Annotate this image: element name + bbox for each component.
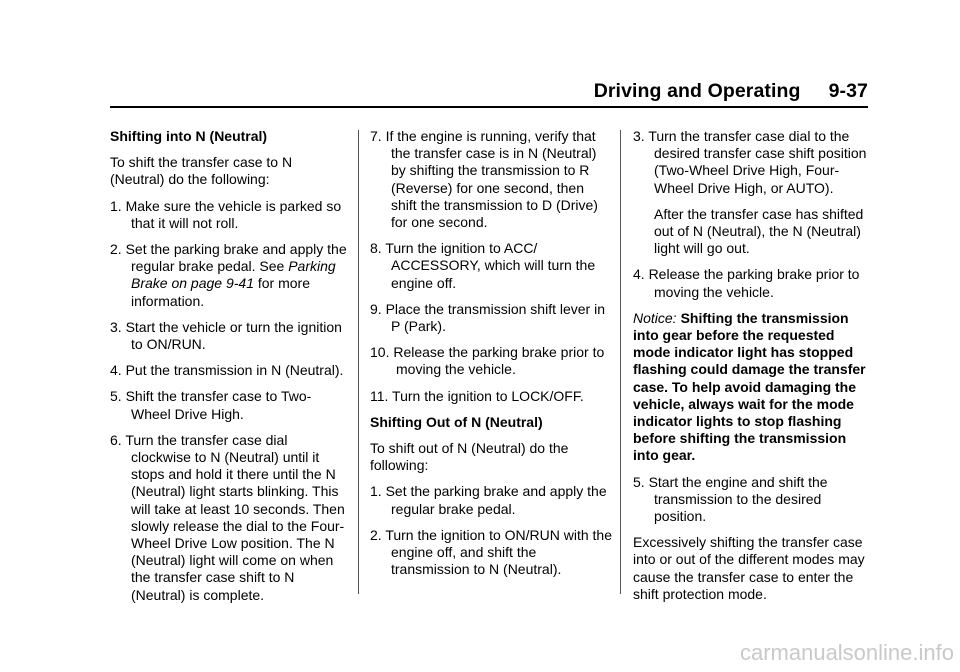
step-3: 3. Start the vehicle or turn the ignition to ON/RUN. — [110, 318, 342, 353]
column-1 — [110, 128, 348, 613]
column-3 — [633, 128, 873, 612]
watermark: carmanualsonline.info — [739, 640, 954, 665]
out-step-3-note: After the transfer case has shifted out of N (Neutral), the N (Neutral) light will go out. — [654, 205, 864, 257]
out-step-3: 3. Turn the transfer case dial to the desired transfer case shift position (Two-Wheel Drive High, Four-Wheel Drive High, or AUTO). — [633, 128, 867, 196]
intro-text: To shift out of N (Neutral) do the following: — [370, 440, 569, 474]
step-9: 9. Place the transmission shift lever in P (Park). — [370, 300, 605, 335]
step-2 — [110, 241, 348, 310]
section-heading: Shifting into N (Neutral) — [110, 128, 268, 144]
step-10: 10. Release the parking brake prior to moving the vehicle. — [370, 344, 605, 378]
notice-block — [633, 310, 873, 465]
step-7: 7. If the engine is running, verify that the transfer case is in N (Neutral) by shifting the transmission to R (Reverse) for one second, then shift the transmission to D (Drive) for one second. — [370, 128, 598, 231]
column-divider — [358, 130, 359, 594]
out-step-5: 5. Start the engine and shift the transmission to the desired position. — [633, 473, 828, 525]
page-number: 9-37 — [828, 80, 868, 102]
out-step-2: 2. Turn the ignition to ON/RUN with the engine off, and shift the transmission to N (Neutral). — [370, 526, 612, 578]
closing-text: Excessively shifting the transfer case into or out of the different modes may cause the transfer case to enter the shift protection mode. — [633, 534, 865, 602]
header-rule — [110, 106, 868, 108]
intro-text: To shift the transfer case to N (Neutral) do the following: — [110, 154, 293, 188]
step-8: 8. Turn the ignition to ACC/ ACCESSORY, which will turn the engine off. — [370, 240, 596, 291]
step-2-text-end: for more information. — [131, 275, 310, 309]
step-2-text: 2. Set the parking brake and apply the regular brake pedal. See — [110, 241, 347, 275]
step-11: 11. Turn the ignition to LOCK/OFF. — [370, 387, 584, 404]
section-title: Driving and Operating — [593, 80, 801, 102]
parking-brake-link[interactable]: Parking Brake on page 9-41 — [131, 258, 336, 292]
notice-text: Shifting the transmission into gear before the requested mode indicator light has stopped flashing could damage the transfer case. To help avoid damaging the vehicle, always wait for the mode indicator lights to stop flashing before shifting the transmission into gear. — [633, 309, 866, 464]
step-5: 5. Shift the transfer case to Two-Wheel Drive High. — [110, 388, 312, 422]
section-heading: Shifting Out of N (Neutral) — [370, 413, 543, 430]
step-4: 4. Put the transmission in N (Neutral). — [110, 362, 344, 379]
out-step-1: 1. Set the parking brake and apply the regular brake pedal. — [370, 483, 607, 517]
step-6: 6. Turn the transfer case dial clockwise to N (Neutral) until it stops and hold it there until the N (Neutral) light starts blinking. This will take at least 10 seconds. Then slowly release the dial to the Four-Wheel Drive Low position. The N (Neutral) light will come on when the transfer case shift to N (Neutral) is complete. — [110, 431, 345, 603]
column-divider — [620, 130, 621, 594]
page-header — [594, 80, 868, 103]
out-step-4: 4. Release the parking brake prior to moving the vehicle. — [633, 266, 860, 300]
notice-label: Notice: — [633, 309, 677, 326]
step-1: 1. Make sure the vehicle is parked so that it will not roll. — [110, 197, 342, 231]
column-2 — [370, 128, 613, 587]
